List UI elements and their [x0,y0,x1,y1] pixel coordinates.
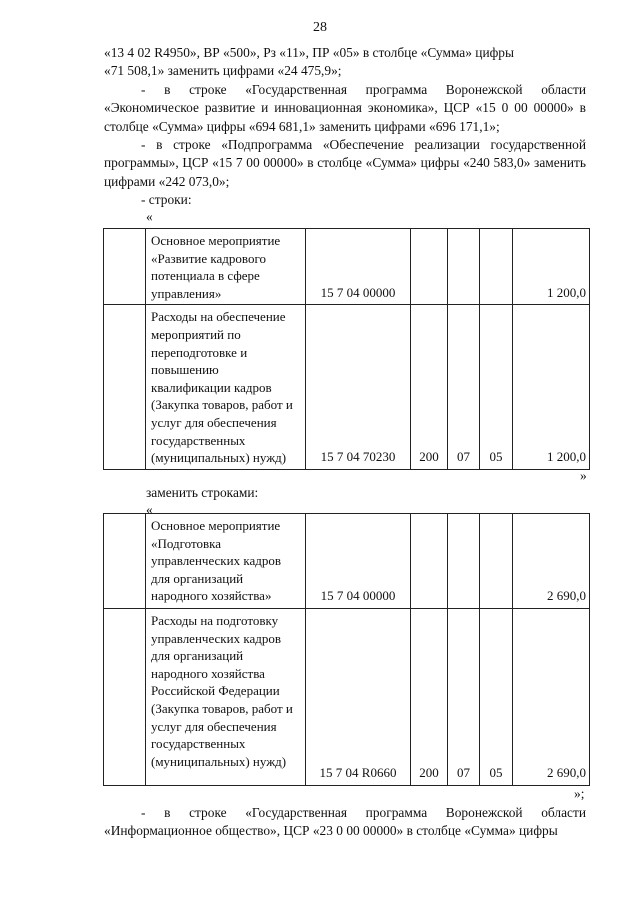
row-vr [411,514,448,609]
table-row [104,514,590,609]
row-pr: 05 [480,305,513,469]
row-rz [448,229,480,305]
row-csr: 15 7 04 00000 [306,229,411,305]
table-row [104,305,590,469]
row-csr: 15 7 04 70230 [306,305,411,469]
intro-line-2: «71 508,1» заменить цифрами «24 475,9»; [104,63,342,79]
opening-quote: « [146,209,153,224]
row-csr: 15 7 04 R0660 [306,609,411,786]
row-name: Основное мероприятие «Развитие кадрового потенциала в сфере управления» [146,229,306,305]
row-sum: 1 200,0 [513,305,590,469]
opening-quote: « [146,502,153,517]
row-pr [480,514,513,609]
replace-label: заменить строками: [146,485,259,500]
closing-quote: » [580,468,587,483]
closing-paragraph: - в строке «Государственная программа Воронежской области «Информационное общество», ЦСР «23 0 00 00000» в столбце «Сумма» цифры [104,805,586,839]
table-row [104,229,590,305]
row-rz: 07 [448,609,480,786]
empty-cell [104,514,146,609]
row-pr [480,229,513,305]
intro-paragraph-4: - строки: [141,192,192,208]
empty-cell [104,229,146,305]
row-name: Основное мероприятие «Подготовка управленческих кадров для организаций народного хозяйства» [146,514,306,609]
row-csr: 15 7 04 00000 [306,514,411,609]
intro-paragraph-2: - в строке «Государственная программа Воронежской области «Экономическое развитие и инновационная экономика», ЦСР «15 0 00 00000» в столбце «Сумма» цифры «694 681,1» заменить цифрами «696 171,1»; [104,81,586,134]
row-sum: 2 690,0 [513,514,590,609]
table-row [104,609,590,786]
intro-text [104,44,586,210]
row-name: Расходы на обеспечение мероприятий по переподготовке и повышению квалификации кадров (Закупка товаров, работ и услуг для обеспечения государственных (муниципальных) нужд) [146,305,306,469]
intro-line-1: «13 4 02 R4950», ВР «500», Рз «11», ПР «05» в столбце «Сумма» цифры [104,45,514,60]
row-sum: 1 200,0 [513,229,590,305]
row-sum: 2 690,0 [513,609,590,786]
row-pr: 05 [480,609,513,786]
closing-quote-semicolon: »; [574,786,585,801]
row-name: Расходы на подготовку управленческих кадров для организаций народного хозяйства Российской Федерации (Закупка товаров, работ и услуг для обеспечения государственных (муниципальных) нужд) [146,609,306,786]
empty-cell [104,305,146,469]
row-vr: 200 [411,609,448,786]
empty-cell [104,609,146,786]
row-vr [411,229,448,305]
intro-paragraph-3: - в строке «Подпрограмма «Обеспечение реализации государственной программы», ЦСР «15 7 00 00000» в столбце «Сумма» цифры «240 583,0» заменить цифрами «242 073,0»; [104,137,586,189]
closing-text [104,804,586,841]
row-rz: 07 [448,305,480,469]
row-rz [448,514,480,609]
row-vr: 200 [411,305,448,469]
new-rows-table [103,513,590,786]
old-rows-table [103,228,590,470]
page-number: 28 [313,20,327,35]
